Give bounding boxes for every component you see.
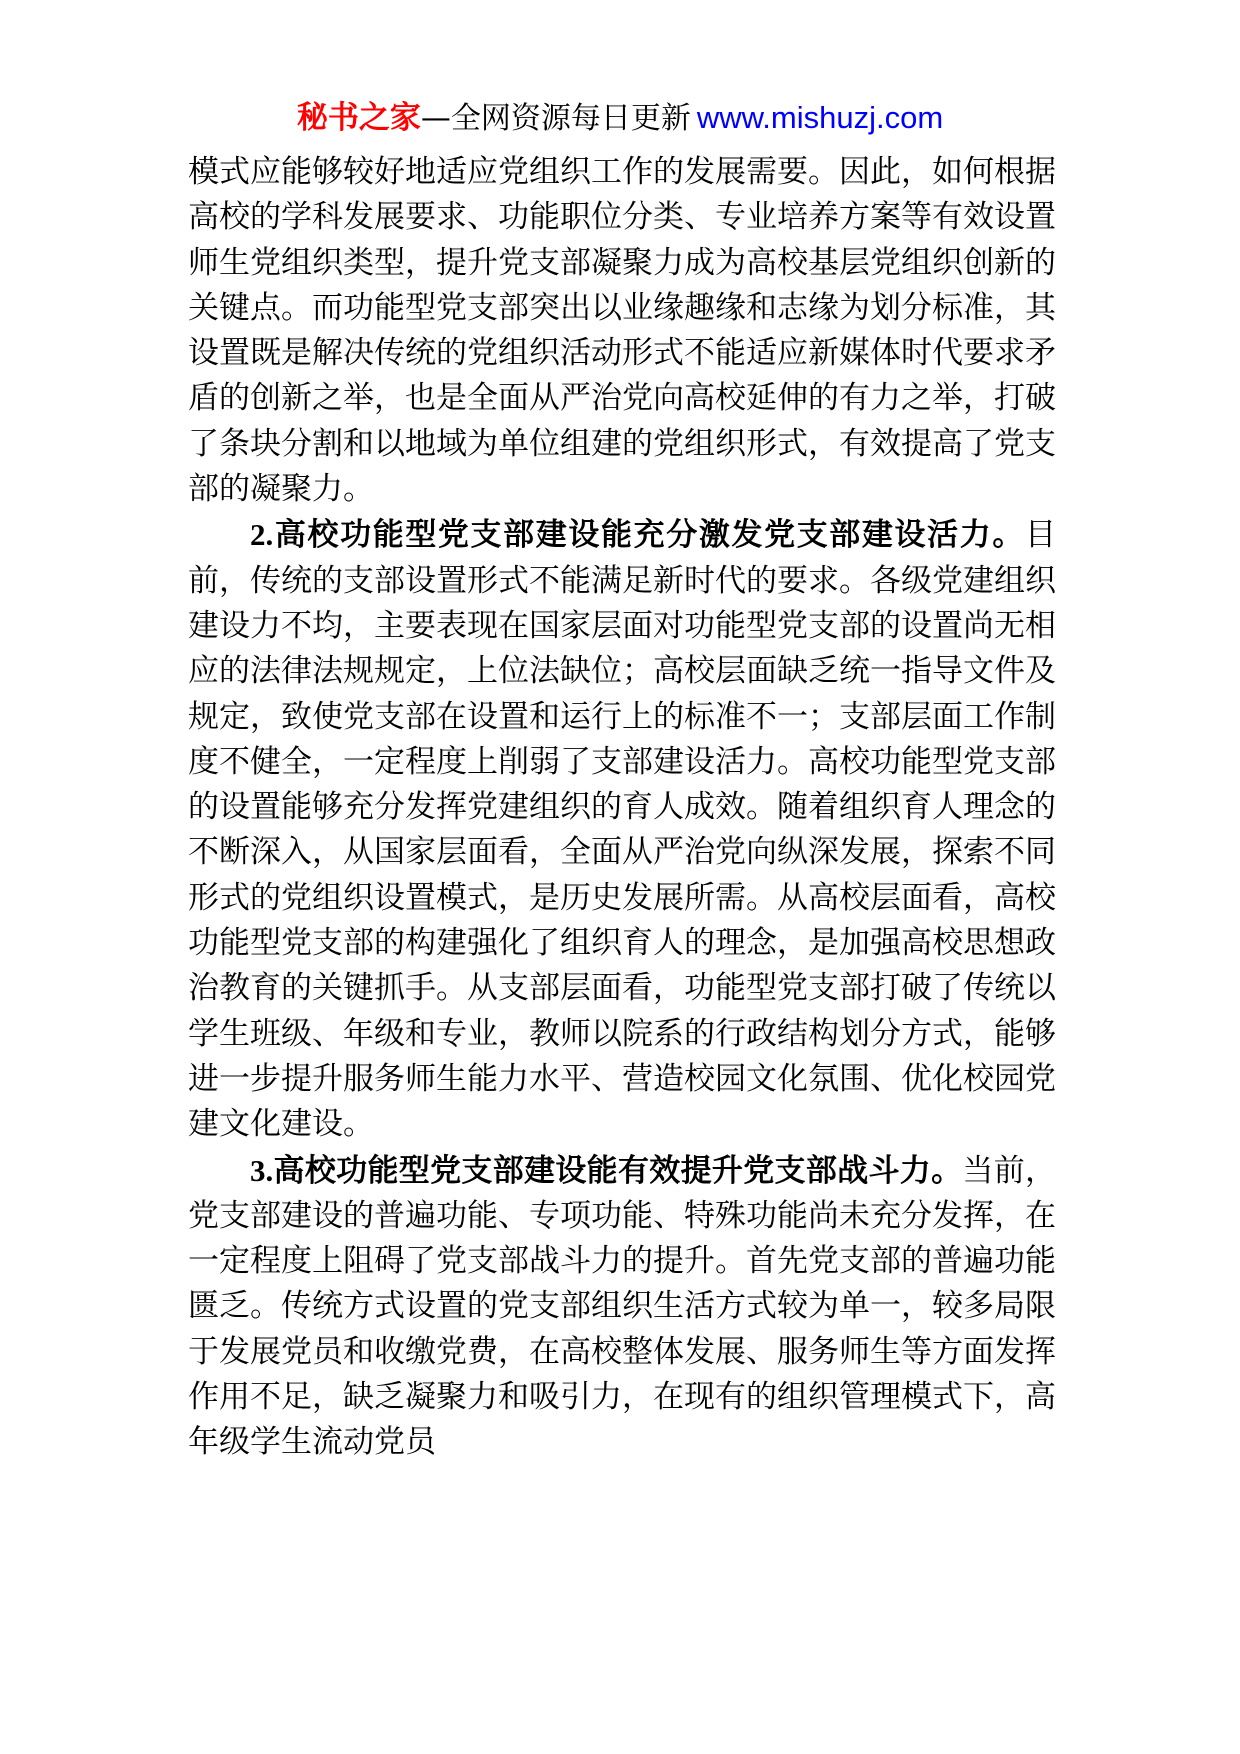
paragraph-2	[188, 512, 1056, 1147]
paragraph-3-heading: 3.高校功能型党支部建设能有效提升党支部战斗力。	[250, 1152, 963, 1188]
paragraph-3-text: 当前，党支部建设的普遍功能、专项功能、特殊功能尚未充分发挥，在一定程度上阻碍了党支部战斗力的提升。首先党支部的普遍功能匮乏。传统方式设置的党支部组织生活方式较为单一，较多局限于发展党员和收缴党费，在高校整体发展、服务师生等方面发挥作用不足，缺乏凝聚力和吸引力，在现有的组织管理模式下，高年级学生流动党员	[188, 1152, 1057, 1461]
page-header	[0, 98, 1240, 139]
paragraph-2-heading: 2.高校功能型党支部建设能充分激发党支部建设活力。	[250, 517, 1025, 553]
header-tagline: 全网资源每日更新	[450, 101, 691, 136]
paragraph-2-text: 目前，传统的支部设置形式不能满足新时代的要求。各级党建组织建设力不均，主要表现在国家层面对功能型党支部的设置尚无相应的法律法规规定，上位法缺位；高校层面缺乏统一指导文件及规定，致使党支部在设置和运行上的标准不一；支部层面工作制度不健全，一定程度上削弱了支部建设活力。高校功能型党支部的设置能够充分发挥党建组织的育人成效。随着组织育人理念的不断深入，从国家层面看，全面从严治党向纵深发展，探索不同形式的党组织设置模式，是历史发展所需。从高校层面看，高校功能型党支部的构建强化了组织育人的理念，是加强高校思想政治教育的关键抓手。从支部层面看，功能型党支部打破了传统以学生班级、年级和专业，教师以院系的行政结构划分方式，能够进一步提升服务师生能力水平、营造校园文化氛围、优化校园党建文化建设。	[188, 517, 1056, 1143]
header-url[interactable]: www.mishuzj.com	[696, 100, 944, 135]
paragraph-3	[188, 1148, 1056, 1466]
paragraph-1: 模式应能够较好地适应党组织工作的发展需要。因此，如何根据高校的学科发展要求、功能职位分类、专业培养方案等有效设置师生党组织类型，提升党支部凝聚力成为高校基层党组织创新的关键点。而功能型党支部突出以业缘趣缘和志缘为划分标准，其设置既是解决传统的党组织活动形式不能适应新媒体时代要求矛盾的创新之举，也是全面从严治党向高校延伸的有力之举，打破了条块分割和以地域为单位组建的党组织形式，有效提高了党支部的凝聚力。	[188, 154, 1056, 508]
document-body	[188, 150, 1056, 1466]
brand-name: 秘书之家	[296, 100, 421, 136]
header-separator: —	[420, 101, 451, 136]
